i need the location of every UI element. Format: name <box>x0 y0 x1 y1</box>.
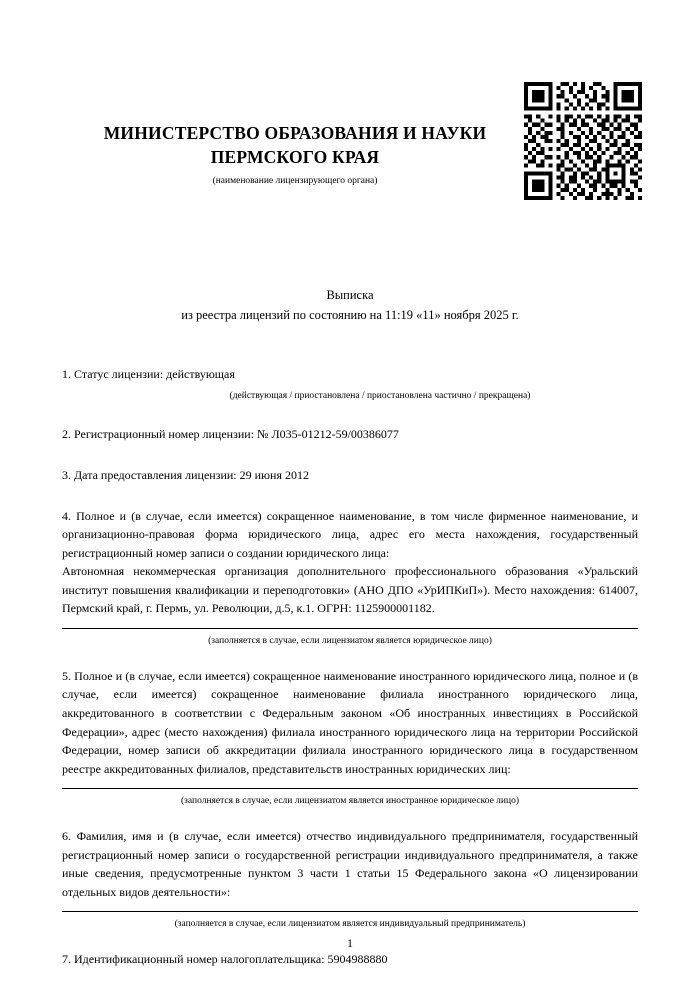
section-registration-number <box>62 425 638 444</box>
section-taxpayer-number <box>62 950 638 969</box>
section-foreign-entity <box>62 667 638 809</box>
divider <box>62 788 638 789</box>
extract-subtitle: из реестра лицензий по состоянию на 11:19 «11» ноября 2025 г. <box>181 307 519 322</box>
section-status <box>62 365 638 403</box>
section-legal-entity-label: 4. Полное и (в случае, если имеется) сокращенное наименование, в том числе фирменное наименование, и организационно-правовая форма юридического лица, адрес его места нахождения, государственный регистрационный номер записи о создании юридического лица: <box>62 508 638 560</box>
divider <box>62 628 638 629</box>
qr-code <box>524 82 642 200</box>
ministry-title-line1: МИНИСТЕРСТВО ОБРАЗОВАНИЯ И НАУКИ <box>103 123 487 143</box>
section-foreign-entity-label: 5. Полное и (в случае, если имеется) сокращенное наименование иностранного юридического лица, полное и (в случае, если имеется) сокращенное наименование филиала иностранного юридического лица, аккредитованного в соответствии с Федеральным законом «Об иностранных инвестициях в Российской Федерации», адрес (место нахождения) филиала иностранного юридического лица на территории Российской Федерации, номер записи об аккредитации филиала иностранного юридического лица в государственном реестре аккредитованных филиалов, представительств иностранных юридических лиц: <box>62 668 638 776</box>
section-foreign-entity-note: (заполняется в случае, если лицензиатом является иностранное юридическое лицо) <box>181 796 519 807</box>
section-taxpayer-number-label: 7. Идентификационный номер налогоплательщика: 5904988880 <box>62 952 388 967</box>
page-number: 1 <box>347 936 353 950</box>
section-status-label: 1. Статус лицензии: действующая <box>62 367 235 381</box>
section-individual-entrepreneur <box>62 827 638 932</box>
section-individual-entrepreneur-label: 6. Фамилия, имя и (в случае, если имеется) отчество индивидуального предпринимателя, государственный регистрационный номер записи о государственной регистрации индивидуального предпринимателя, а также иные сведения, предусмотренные пунктом 3 части 1 статьи 15 Федерального закона «О лицензировании отдельных видов деятельности»: <box>62 829 638 899</box>
section-individual-entrepreneur-note: (заполняется в случае, если лицензиатом является индивидуальный предприниматель) <box>174 919 526 930</box>
section-legal-entity <box>62 507 638 649</box>
extract-title: Выписка <box>326 288 374 303</box>
section-legal-entity-value: Автономная некоммерческая организация дополнительного профессионального образования «Уральский институт повышения квалификации и переподготовки» (АНО ДПО «УрИПКиП»). Место нахождения: 614007, Пермский край, г. Пермь, ул. Революции, д.5, к.1. ОГРН: 1125900001182. <box>62 564 638 616</box>
extract-heading <box>62 286 638 325</box>
ministry-title-line2: ПЕРМСКОГО КРАЯ <box>210 146 380 167</box>
section-registration-number-label: 2. Регистрационный номер лицензии: № Л035-01212-59/00386077 <box>62 427 399 442</box>
licensing-organ-caption: (наименование лицензирующего органа) <box>212 176 378 187</box>
section-legal-entity-note: (заполняется в случае, если лицензиатом является юридическое лицо) <box>208 636 492 647</box>
section-license-date-label: 3. Дата предоставления лицензии: 29 июня 2012 <box>62 467 309 482</box>
divider <box>62 911 638 912</box>
section-status-note: (действующая / приостановлена / приостановлена частично / прекращена) <box>229 390 531 401</box>
section-license-date <box>62 466 638 485</box>
